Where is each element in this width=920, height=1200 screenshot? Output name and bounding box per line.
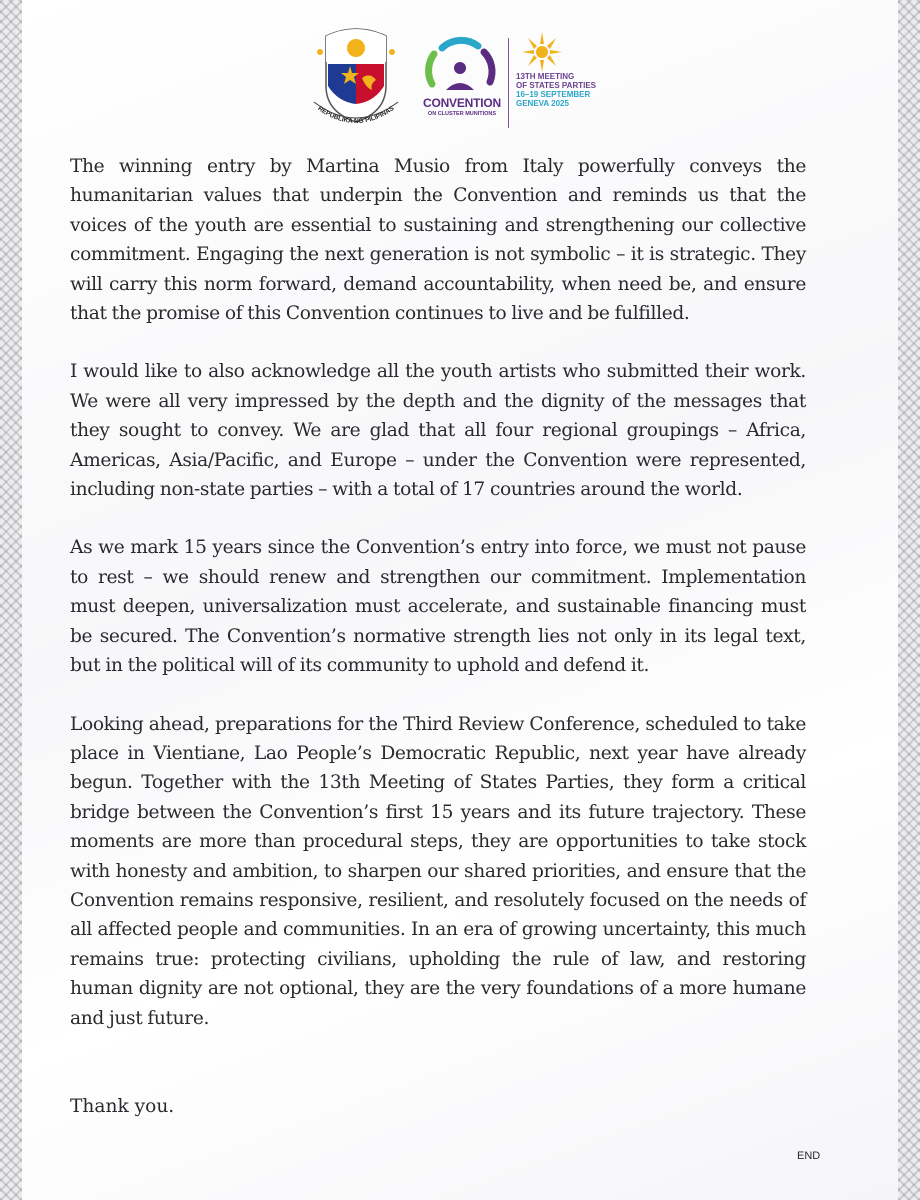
- logo-divider: [508, 38, 509, 128]
- paragraph-2: I would like to also acknowledge all the youth artists who submitted their work. We were all very impressed by the depth and the dignity of the messages that they sought to convey. We are glad that all four regional groupings – Africa, Americas, Asia/Pacific, and Europe – under the Convention were represented, including non-state parties – with a total of 17 countries around the world.: [70, 361, 806, 501]
- header-logos: [22, 18, 898, 138]
- msp-event-text: [516, 72, 626, 108]
- speech-body: [70, 152, 806, 1062]
- decorative-border-left: [0, 0, 22, 1200]
- ccm-subtitle: ON CLUSTER MUNITIONS: [427, 111, 497, 117]
- msp-line-1: 13TH MEETING: [516, 72, 575, 81]
- ccm-title: CONVENTION: [422, 96, 501, 110]
- decorative-border-right: [898, 0, 920, 1200]
- msp-line-2: OF STATES PARTIES: [516, 81, 597, 90]
- paragraph-1: The winning entry by Martina Musio from Italy powerfully conveys the humanitarian values that underpin the Convention and reminds us that the voices of the youth are essential to sustaining and strengthening our collective commitment. Engaging the next generation is not symbolic – it is strategic. They will carry this norm forward, demand accountability, when need be, and ensure that the promise of this Convention continues to live and be fulfilled.: [70, 156, 806, 325]
- end-marker: END: [797, 1150, 821, 1162]
- msp-line-4: GENEVA 2025: [516, 99, 569, 108]
- paragraph-3: As we mark 15 years since the Convention’s entry into force, we must not pause to rest – we should renew and strengthen our commitment. Implementation must deepen, universalization must accelerate, and sustainable financing must be secured. The Convention’s normative strength lies not only in its legal text, but in the political will of its community to uphold and defend it.: [70, 537, 806, 677]
- svg-text:REPUBLIKA NG PILIPINAS: REPUBLIKA NG PILIPINAS: [316, 105, 396, 126]
- closing-text: Thank you.: [70, 1096, 175, 1117]
- paragraph-4: Looking ahead, preparations for the Third Review Conference, scheduled to take place in Vientiane, Lao People’s Democratic Republic, next year have already begun. Together with the 13th Meeting of States Parties, they form a critical bridge between the Convention’s first 15 years and its future trajectory. These moments are more than procedural steps, they are opportunities to take stock with honesty and ambition, to sharpen our shared priorities, and ensure that the Convention remains responsive, resilient, and resolutely focused on the needs of all affected people and communities. In an era of growing uncertainty, this much remains true: protecting civilians, upholding the rule of law, and restoring human dignity are not optional, they are the very foundations of a more humane and just future.: [70, 713, 806, 1029]
- philippine-seal-icon: [304, 22, 408, 136]
- msp-line-3: 16–19 SEPTEMBER: [516, 90, 591, 99]
